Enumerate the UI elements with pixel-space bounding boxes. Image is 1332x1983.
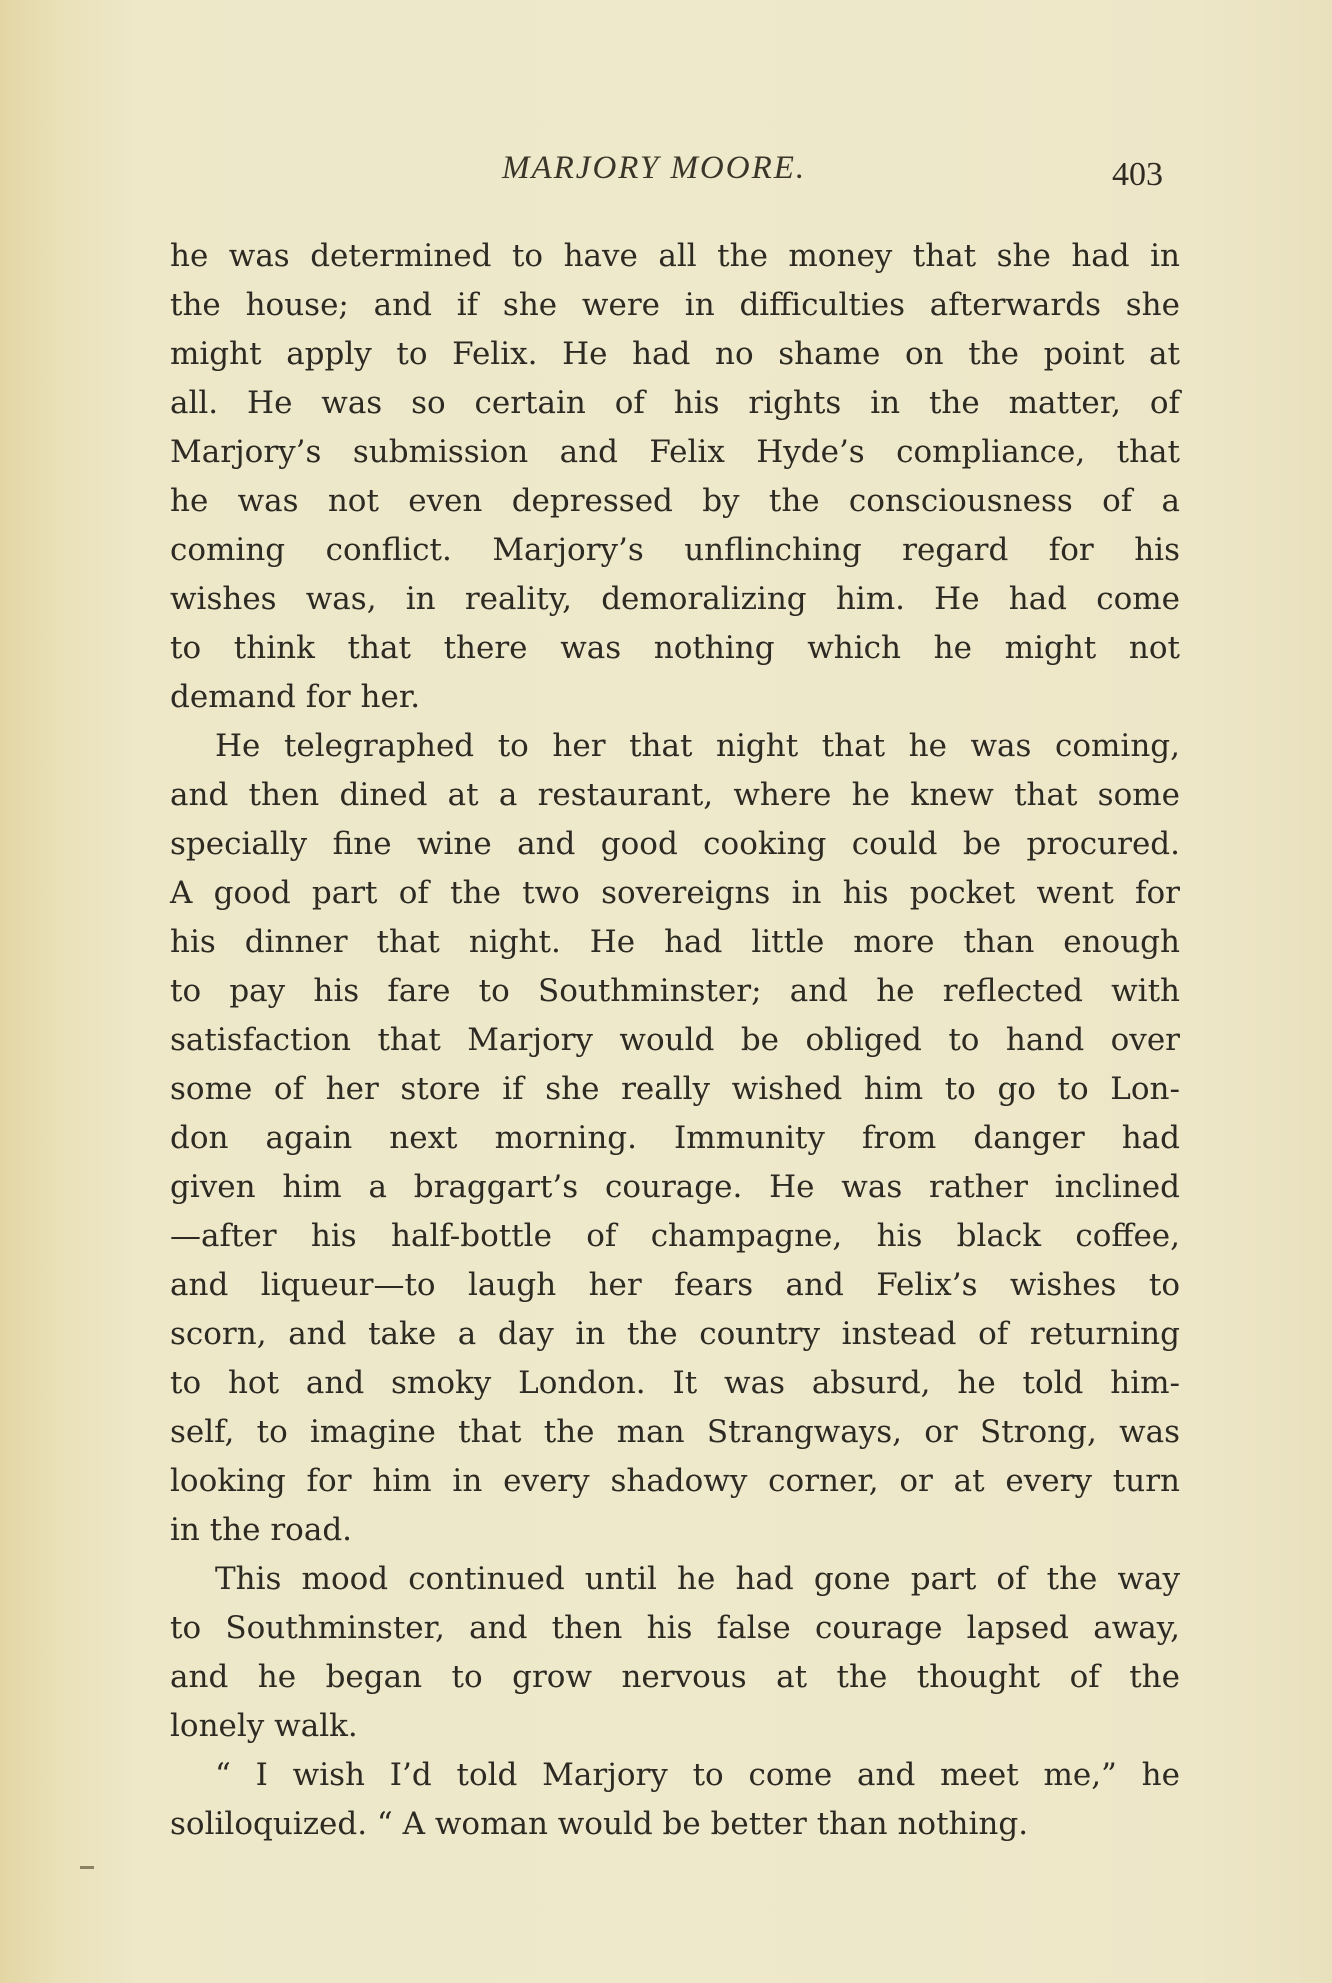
paper-speck bbox=[80, 1866, 94, 1869]
page-number: 403 bbox=[1112, 156, 1163, 193]
text-line: and then dined at a restaurant, where he knew that some bbox=[170, 777, 1180, 813]
text-line: satisfaction that Marjory would be obliged to hand over bbox=[170, 1022, 1180, 1058]
text-line: This mood continued until he had gone part of the way bbox=[215, 1561, 1180, 1597]
text-line: self, to imagine that the man Strangways, or Strong, was bbox=[170, 1414, 1180, 1450]
text-line: might apply to Felix. He had no shame on the point at bbox=[170, 336, 1180, 372]
text-line: He telegraphed to her that night that he was coming, bbox=[215, 728, 1180, 764]
running-title: MARJORY MOORE. bbox=[502, 150, 807, 186]
text-line: he was not even depressed by the consciousness of a bbox=[170, 483, 1180, 519]
text-line: demand for her. bbox=[170, 679, 421, 715]
text-line: wishes was, in reality, demoralizing him. He had come bbox=[170, 581, 1180, 617]
text-line: soliloquized. “ A woman would be better than nothing. bbox=[170, 1806, 1029, 1842]
text-line: to Southminster, and then his false courage lapsed away, bbox=[170, 1610, 1180, 1646]
text-line: some of her store if she really wished him to go to Lon- bbox=[170, 1071, 1180, 1107]
text-line: all. He was so certain of his rights in the matter, of bbox=[170, 385, 1180, 421]
text-line: and liqueur—to laugh her fears and Felix’s wishes to bbox=[170, 1267, 1180, 1303]
text-line: “ I wish I’d told Marjory to come and meet me,” he bbox=[215, 1757, 1180, 1793]
body-text bbox=[170, 232, 1180, 1849]
text-line: don again next morning. Immunity from danger had bbox=[170, 1120, 1180, 1156]
text-line: the house; and if she were in difficulties afterwards she bbox=[170, 287, 1180, 323]
text-line: looking for him in every shadowy corner, or at every turn bbox=[170, 1463, 1180, 1499]
text-line: his dinner that night. He had little more than enough bbox=[170, 924, 1180, 960]
text-line: given him a braggart’s courage. He was rather inclined bbox=[170, 1169, 1180, 1205]
text-line: A good part of the two sovereigns in his pocket went for bbox=[170, 875, 1180, 911]
text-line: coming conflict. Marjory’s unflinching regard for his bbox=[170, 532, 1180, 568]
text-line: scorn, and take a day in the country instead of returning bbox=[170, 1316, 1180, 1352]
text-line: and he began to grow nervous at the thought of the bbox=[170, 1659, 1180, 1695]
text-line: specially fine wine and good cooking could be procured. bbox=[170, 826, 1180, 862]
text-line: to think that there was nothing which he might not bbox=[170, 630, 1180, 666]
text-line: to hot and smoky London. It was absurd, he told him- bbox=[170, 1365, 1180, 1401]
text-line: Marjory’s submission and Felix Hyde’s compliance, that bbox=[170, 434, 1180, 470]
text-line: lonely walk. bbox=[170, 1708, 358, 1744]
running-head bbox=[0, 150, 1332, 200]
text-line: in the road. bbox=[170, 1512, 353, 1548]
text-line: to pay his fare to Southminster; and he reflected with bbox=[170, 973, 1180, 1009]
text-line: he was determined to have all the money that she had in bbox=[170, 238, 1180, 274]
text-line: —after his half-bottle of champagne, his black coffee, bbox=[170, 1218, 1180, 1254]
